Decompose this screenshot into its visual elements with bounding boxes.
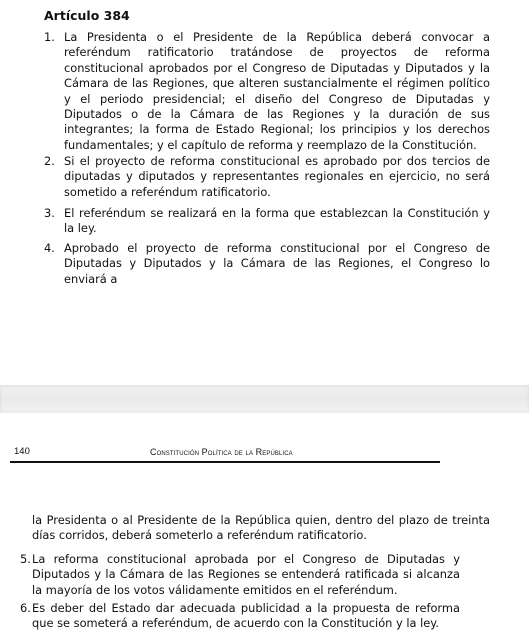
- item-text: El referéndum se realizará en la forma que establezcan la Constitución y la ley.: [64, 206, 490, 236]
- list-item: [32, 601, 460, 632]
- article-title: Artículo 384: [44, 8, 130, 23]
- item-text: La reforma constitucional aprobada por el Congreso de Diputadas y Diputados y la Cámara de las Regiones se entenderá ratificada si alcanza la mayoría de los votos válidamente emitidos en el referéndum.: [32, 552, 460, 597]
- item-number: 3.: [44, 206, 55, 220]
- continuation-text: la Presidenta o al Presidente de la República quien, dentro del plazo de treinta días corridos, deberá someterlo a referéndum ratificatorio.: [32, 513, 490, 543]
- list-item: [64, 206, 490, 237]
- list-item: [32, 552, 460, 598]
- item-text: Si el proyecto de reforma constitucional es aprobado por dos tercios de diputadas y diputados y representantes regionales en ejercicio, no será sometido a referéndum ratificatorio.: [64, 154, 490, 199]
- item-number: 1.: [44, 30, 55, 44]
- running-title: Constitución Política de la República: [150, 447, 293, 457]
- item-text: Es deber del Estado dar adecuada publicidad a la propuesta de reforma que se someterá a referéndum, de acuerdo con la Constitución y la ley.: [32, 601, 460, 631]
- running-header: [10, 445, 440, 463]
- item-number: 2.: [44, 154, 55, 168]
- item-number: 6.: [20, 601, 31, 615]
- item-number: 5.: [20, 552, 31, 566]
- item-text: La Presidenta o el Presidente de la República deberá convocar a referéndum ratificatorio tratándose de proyectos de reforma constitucional aprobados por el Congreso de Diputadas y Diputados y la Cámara de las Regiones, que alteren sustancialmente el régimen político y el periodo presidencial; el diseño del Congreso de Diputadas y Diputados o de la Cámara de las Regiones y la duración de sus integrantes; la forma de Estado Regional; los principios y los derechos fundamentales; y el capítulo de reforma y reemplazo de la Constitución.: [64, 30, 490, 152]
- page-gap: [0, 385, 529, 413]
- item-text: Aprobado el proyecto de reforma constitucional por el Congreso de Diputadas y Diputados y la Cámara de las Regiones, el Congreso lo enviará a: [64, 241, 490, 286]
- list-item: [64, 154, 490, 200]
- list-item: [64, 241, 490, 287]
- list-item: [64, 30, 490, 153]
- page-number: 140: [14, 446, 30, 457]
- item-number: 4.: [44, 241, 55, 255]
